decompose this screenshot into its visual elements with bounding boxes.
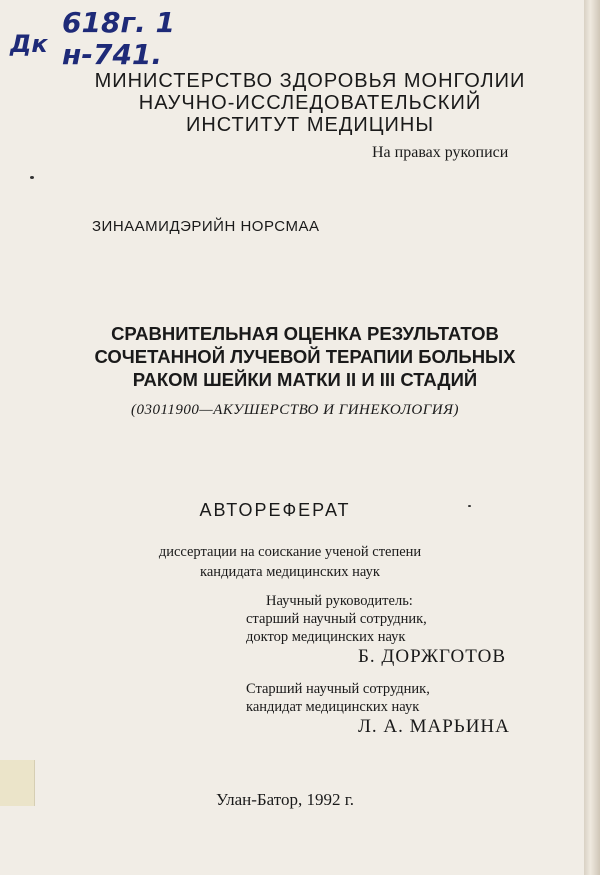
degree-purpose xyxy=(80,542,500,582)
handwritten-inventory-code: н-741. xyxy=(62,38,163,71)
supervisor-position: старший научный сотрудник, xyxy=(246,611,427,627)
handwritten-mark: Дк xyxy=(10,30,48,58)
supervisor-block xyxy=(246,592,506,666)
supervisor-role: Научный руководитель: xyxy=(266,593,413,609)
institution-line: НАУЧНО-ИССЛЕДОВАТЕЛЬСКИЙ xyxy=(138,92,482,114)
senior-name: Л. А. МАРЬИНА xyxy=(358,716,510,737)
document-type: АВТОРЕФЕРАТ xyxy=(199,500,351,520)
senior-degree: кандидат медицинских наук xyxy=(246,699,420,715)
supervisor-degree: доктор медицинских наук xyxy=(246,629,406,645)
institution-header xyxy=(60,70,560,136)
dissertation-title xyxy=(40,322,570,391)
senior-researcher-block xyxy=(246,680,510,736)
page-edge-tab xyxy=(0,760,35,806)
author-name: ЗИНААМИДЭРИЙН НОРСМАА xyxy=(92,218,320,235)
title-line: СОЧЕТАННОЙ ЛУЧЕВОЙ ТЕРАПИИ БОЛЬНЫХ xyxy=(94,346,516,367)
page-edge xyxy=(584,0,600,875)
title-line: РАКОМ ШЕЙКИ МАТКИ II И III СТАДИЙ xyxy=(132,369,478,390)
purpose-line: кандидата медицинских наук xyxy=(200,564,380,580)
institution-line: ИНСТИТУТ МЕДИЦИНЫ xyxy=(185,114,435,136)
supervisor-name: Б. ДОРЖГОТОВ xyxy=(358,646,506,667)
handwritten-shelf-code: 618г. 1 xyxy=(62,6,175,39)
senior-position: Старший научный сотрудник, xyxy=(246,681,430,697)
paper-speck xyxy=(468,505,471,507)
purpose-line: диссертации на соискание ученой степени xyxy=(158,544,422,560)
paper-speck xyxy=(30,176,34,179)
place-and-year: Улан-Батор, 1992 г. xyxy=(215,790,355,809)
rights-note: На правах рукописи xyxy=(372,144,509,161)
institution-line: МИНИСТЕРСТВО ЗДОРОВЬЯ МОНГОЛИИ xyxy=(94,70,526,92)
specialty-code: (03011900—АКУШЕРСТВО И ГИНЕКОЛОГИЯ) xyxy=(131,402,459,418)
title-line: СРАВНИТЕЛЬНАЯ ОЦЕНКА РЕЗУЛЬТАТОВ xyxy=(111,323,499,344)
